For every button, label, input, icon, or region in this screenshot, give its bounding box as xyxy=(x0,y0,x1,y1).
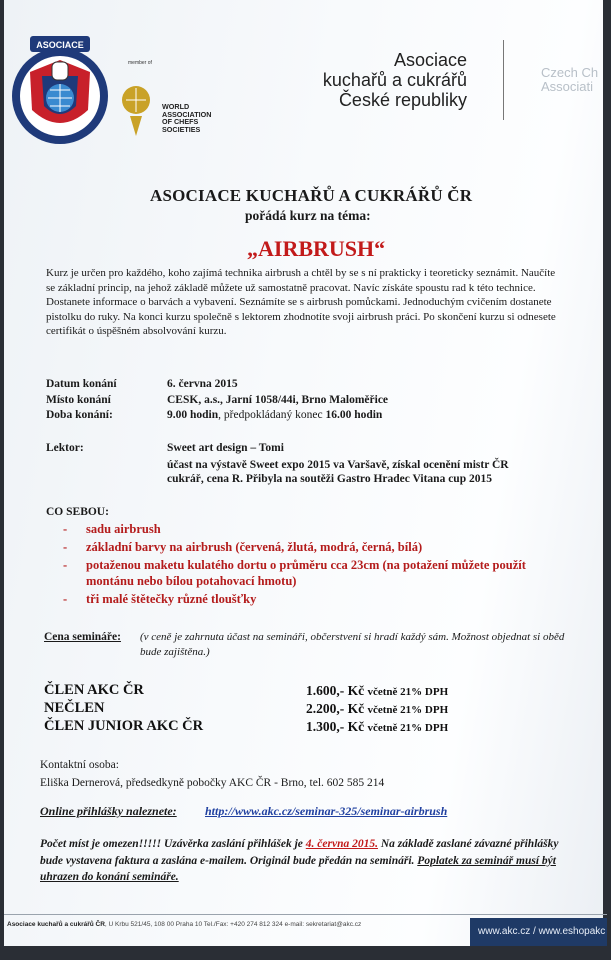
akc-logo xyxy=(8,32,112,150)
akc-logo-banner-text: ASOCIACE xyxy=(36,40,84,50)
org-title-line: Asociace xyxy=(393,50,467,70)
online-registration xyxy=(40,804,448,819)
footer-web-links[interactable]: www.akc.cz / www.eshopakc xyxy=(470,918,607,946)
price-row-nonmember: NEČLEN xyxy=(44,700,105,716)
header-divider xyxy=(503,40,504,120)
notice-part3: Poplatek za seminář musí být uhrazen do konání semináře. xyxy=(40,854,556,883)
contact-block xyxy=(40,756,384,792)
bring-title: CO SEBOU: xyxy=(46,506,109,518)
price-amount-nonmember: 2.200,- Kč včetně 21% DPH xyxy=(306,701,449,716)
screen-frame-bottom xyxy=(0,946,611,960)
end-time: 16.00 hodin xyxy=(325,409,383,421)
date-label: Datum konání xyxy=(46,378,117,390)
footer-org: Asociace kuchařů a cukrářů ČR xyxy=(7,921,105,928)
screen-frame-right xyxy=(603,0,611,960)
price-amount-member: 1.600,- Kč včetně 21% DPH xyxy=(306,683,449,698)
footer-details: , U Krbu 521/45, 108 00 Praha 10 Tel./Fax: +420 274 812 324 e-mail: sekretariat@akc.cz xyxy=(104,921,362,928)
lector-info-line: cukrář, cena R. Přibyla na soutěži Gastro Hradec Vitana cup 2015 xyxy=(167,473,492,485)
list-item: - potaženou maketu kulatého dortu o průměru cca 23cm (na potažení můžete použít montánu nebo bílou potahovací hmotu) xyxy=(63,558,526,588)
contact-label: Kontaktní osoba: xyxy=(40,759,119,771)
list-item: - základní barvy na airbrush (červená, žlutá, modrá, černá, bílá) xyxy=(63,540,423,554)
org-en-line: Associati xyxy=(541,79,594,94)
member-of-label: member of xyxy=(128,60,152,66)
contact-person: Eliška Dernerová, předsedkyně pobočky AKC ČR - Brno, tel. 602 585 214 xyxy=(40,777,385,789)
online-label: Online přihlášky naleznete: xyxy=(40,804,177,818)
org-title-line: České republiky xyxy=(338,90,467,110)
place-value: CESK, a.s., Jarní 1058/44i, Brno Maloměřice xyxy=(167,394,389,406)
start-time: 9.00 hodin xyxy=(167,409,219,421)
list-item: - tři malé štětečky různé tloušťky xyxy=(63,591,257,606)
lector-label: Lektor: xyxy=(46,442,84,454)
document-title: ASOCIACE KUCHAŘŮ A CUKRÁŘŮ ČR xyxy=(150,186,473,205)
time-value xyxy=(167,409,382,421)
lector-info xyxy=(167,458,509,486)
date-value: 6. června 2015 xyxy=(167,378,238,390)
notice-part2: Na základě zaslané závazné přihlášky bude vystavena faktura a zaslána e-mailem. Originál bude předán na semináři. xyxy=(40,838,559,867)
registration-notice xyxy=(40,836,580,886)
lector-name: Sweet art design – Tomi xyxy=(167,442,284,454)
place-label: Místo konání xyxy=(46,394,111,406)
price-note: (v ceně je zahrnuta účast na semináři, občerstvení si hradí každý sám. Možnost objednat si oběd bude zajištěna.) xyxy=(140,631,565,658)
organization-title-english xyxy=(541,66,598,94)
price-row-member: ČLEN AKC ČR xyxy=(44,682,144,698)
bring-list xyxy=(60,522,560,610)
footer-divider xyxy=(4,914,607,915)
notice-part1: Počet míst je omezen!!!!! Uzávěrka zaslání přihlášek je xyxy=(40,838,303,850)
course-intro: Kurz je určen pro každého, koho zajímá technika airbrush a chtěl by se s ní prakticky i teoreticky seznámit. Naučíte se základní princip, na jehož základě můžete už samostatně pracovat. Navíc získáte spoustu rad k této technice. Dostanete informace o barvách a vybavení. Seznámíte se s airbrush pomůckami. Jednoduchým cvičením dostanete pistolku do ruky. Na konci kurzu společně s lektorem zhodnotíte svoji airbrush práci. Po skončení kurzu si odnesete certifikát o úspěšném absolvování kurzu. xyxy=(46,267,556,338)
price-label: Cena semináře: xyxy=(44,631,121,643)
price-row-junior: ČLEN JUNIOR AKC ČR xyxy=(44,718,204,734)
course-name: „AIRBRUSH“ xyxy=(247,236,386,261)
org-en-line: Czech Ch xyxy=(541,65,599,80)
time-connector: , předpokládaný konec xyxy=(218,409,326,421)
screen-frame-left xyxy=(0,0,4,960)
org-title-line: kuchařů a cukrářů xyxy=(322,70,467,90)
footer-address xyxy=(7,921,361,928)
deadline: 4. června 2015. xyxy=(305,838,378,850)
wacs-name: WORLD ASSOCIATION OF CHEFS SOCIETIES xyxy=(162,102,212,134)
lector-info-line: účast na výstavě Sweet expo 2015 va Varšavě, získal ocenění mistr ČR xyxy=(167,459,509,471)
time-label: Doba konání: xyxy=(46,409,113,421)
price-amount-junior: 1.300,- Kč včetně 21% DPH xyxy=(306,719,449,734)
list-item: - sadu airbrush xyxy=(63,522,161,536)
document-subtitle: pořádá kurz na téma: xyxy=(245,208,371,223)
organization-title xyxy=(303,50,467,110)
registration-link[interactable]: http://www.akc.cz/seminar-325/seminar-airbrush xyxy=(205,804,448,818)
